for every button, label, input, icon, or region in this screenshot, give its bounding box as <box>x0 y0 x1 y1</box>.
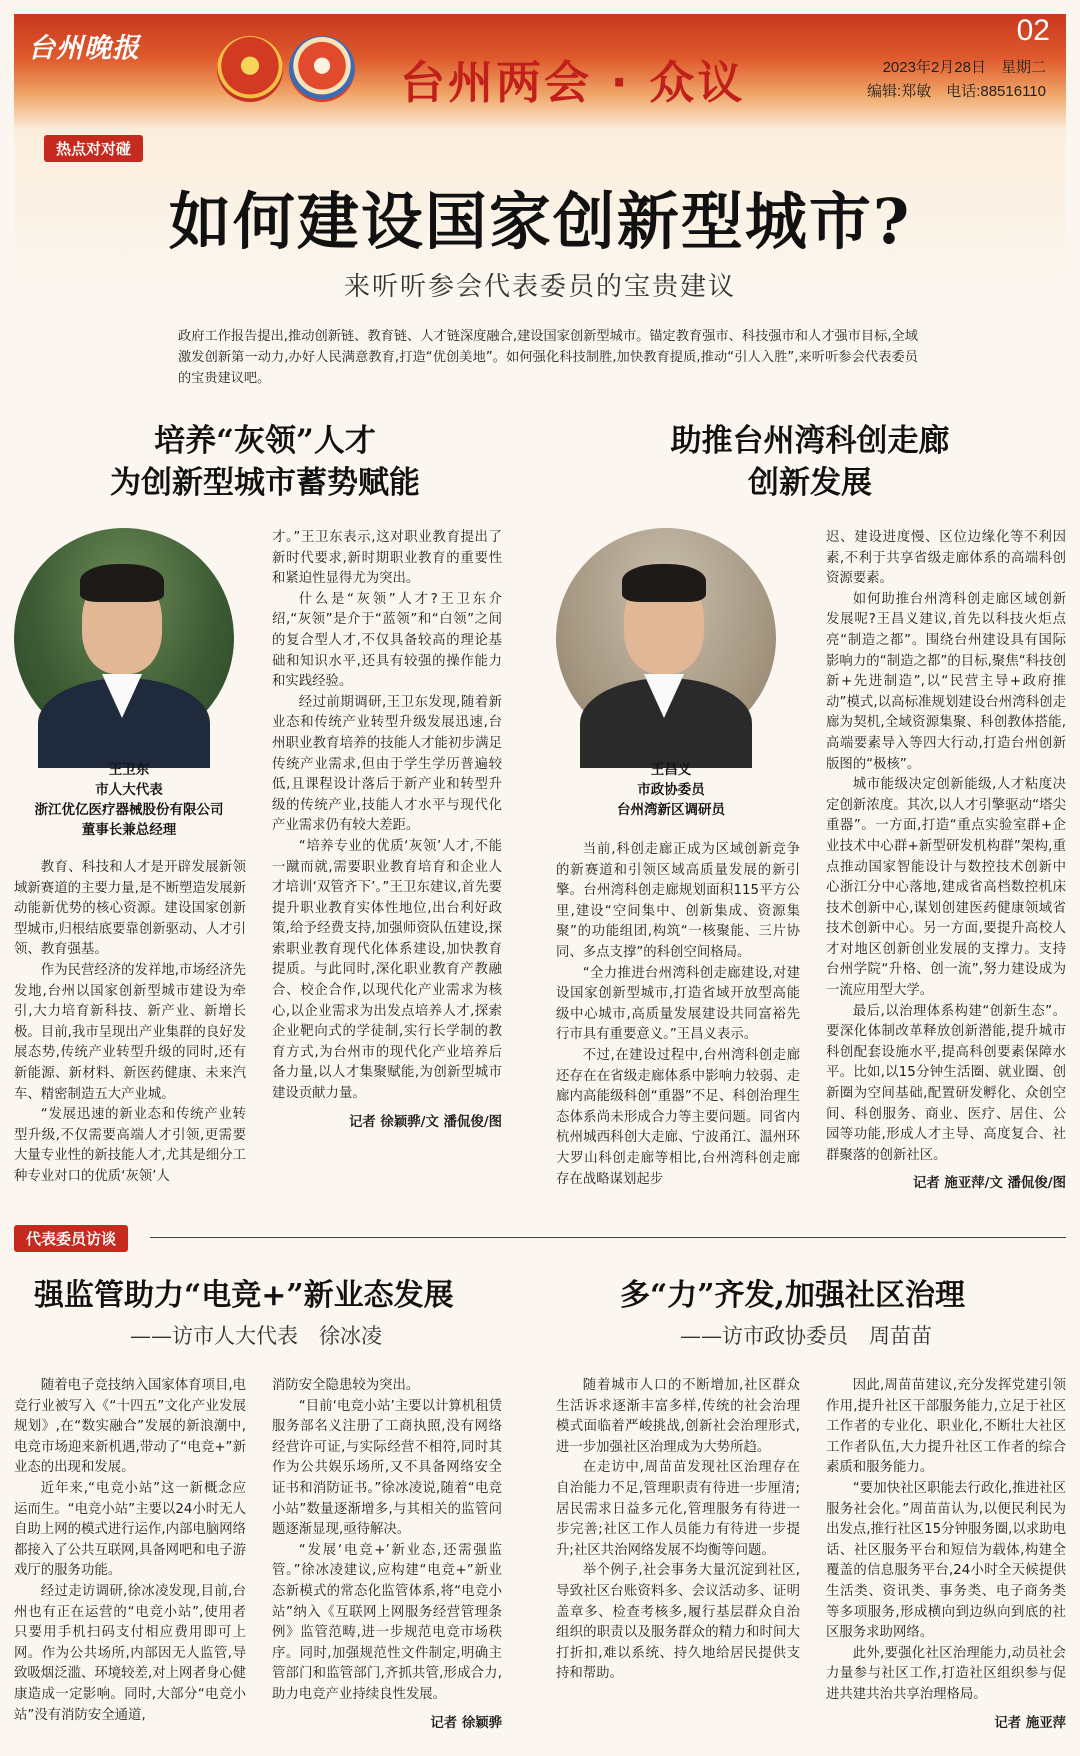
portrait-hair <box>622 564 706 602</box>
paragraph: 举个例子,社会事务大量沉淀到社区,导致社区台账资料多、会议活动多、证明盖章多、检查考核多,履行基层群众自治组织的职责以及服务群众的精力和时间大打折扣,难以系统、持久地给居民提供支持和帮助。 <box>556 1563 800 1682</box>
page-number: 02 <box>1016 14 1050 47</box>
paragraph: 因此,周苗苗建议,充分发挥党建引领作用,提升社区干部服务能力,立足于社区工作者的专业化、职业化,不断壮大社区工作者队伍,大力提升社区工作者的综合素质和服务能力。 <box>826 1378 1066 1476</box>
paragraph: “目前‘电竞小站’主要以计算机租赁服务部名义注册了工商执照,没有网络经营许可证,与实际经营不相符,同时其作为公共娱乐场所,又不具备网络安全证书和消防证书。”徐冰凌说,随着“电竞小站”数量逐渐增多,与其相关的监管问题逐渐显现,亟待解决。 <box>272 1398 502 1538</box>
paragraph: 随着城市人口的不断增加,社区群众生活诉求逐渐丰富多样,传统的社会治理模式面临着严峻挑战,创新社会治理形式,进一步加强社区治理成为大势所趋。 <box>556 1378 800 1455</box>
headline-line: 为创新型城市蓄势赋能 <box>110 465 420 501</box>
interview-left-column-1 <box>14 1376 246 1752</box>
paragraph: 当前,科创走廊正成为区域创新竞争的新赛道和引领区域高质量发展的新引擎。台州湾科创走廊规划面积115平方公里,建设“空间集中、创新集成、资源集聚”的功能组团,构筑“一核聚能、三片协同、多点支撑”的科创空间格局。 <box>556 842 800 960</box>
interview-tag: 代表委员访谈 <box>14 1225 128 1252</box>
interview-left-column-2 <box>272 1376 502 1752</box>
issue-date: 2023年2月28日 星期二 <box>882 59 1046 76</box>
person-name: 王卫东 <box>108 762 150 778</box>
article-left-column-2 <box>272 528 502 1150</box>
page-subtitle: 来听听参会代表委员的宝贵建议 <box>343 272 736 302</box>
paper-logo: 台州晚报 <box>28 33 140 64</box>
interview-right-title: 多“力”齐发,加强社区治理 <box>620 1278 965 1313</box>
person-role: 市人大代表 <box>95 782 163 798</box>
person-title: 董事长兼总经理 <box>81 822 177 838</box>
paragraph: 作为民营经济的发祥地,市场经济先发地,台州以国家创新型城市建设为牵引,大力培育新科技、新产业、新增长极。目前,我市呈现出产业集群的良好发展态势,传统产业转型升级的同时,还有新能源、新材料、新医药健康、未来汽车、精密制造五大产业城。 <box>14 962 246 1102</box>
article-right-column-2 <box>826 528 1066 1192</box>
section-divider <box>150 1237 1066 1238</box>
paragraph: 迟、建设进度慢、区位边缘化等不利因素,不利于共享省级走廊体系的高端科创资源要素。 <box>826 530 1066 587</box>
paragraph: 如何助推台州湾科创走廊区域创新发展呢?王昌义建议,首先以科技火炬点亮“制造之都”。围绕台州建设具有国际影响力的“制造之都”的目标,聚焦“科技创新+先进制造”,以“民营主导+政府推动”模式,以高标准规划建设台州湾科创走廊为契机,全域资源集聚、科创教体搭能,高端要素导入等四大行动,打造台州创新版图的“极核”。 <box>826 591 1066 772</box>
intro-paragraph: 政府工作报告提出,推动创新链、教育链、人才链深度融合,建设国家创新型城市。锚定教育强市、科技强市和人才强市目标,全域激发创新第一动力,办好人民满意教育,打造“优创美地”。如何强化科技制胜,加快教育提质,推动“引人入胜”,来听听参会代表委员的宝贵建议吧。 <box>178 329 918 386</box>
paragraph: “发展迅速的新业态和传统产业转型升级,不仅需要高端人才引领,更需要大量专业性的新技能人才,尤其是细分工种专业对口的优质‘灰领’人 <box>14 1107 246 1184</box>
page-title: 如何建设国家创新型城市? <box>168 185 912 258</box>
paragraph: 此外,要强化社区治理能力,动员社会力量参与社区工作,打造社区组织参与促进共建共治共享治理格局。 <box>826 1645 1066 1702</box>
paragraph: 消防安全隐患较为突出。 <box>272 1378 420 1393</box>
paragraph: 近年来,“电竞小站”这一新概念应运而生。“电竞小站”主要以24小时无人自助上网的模式进行运作,内部电脑网络都接入了公共互联网,具备网吧和电子游戏厅的服务功能。 <box>14 1480 246 1579</box>
portrait-wang-changyi <box>556 528 776 748</box>
paragraph: 经过走访调研,徐冰凌发现,目前,台州也有正在运营的“电竞小站”,使用者只要用手机扫码支付相应费用即可上网。作为公共场所,内部因无人监管,导致吸烟泛滥、环境较差,对上网者身心健康造成一定影响。同时,大部分“电竞小站”没有消防安全通道, <box>14 1583 246 1723</box>
byline: 记者 施亚萍 <box>994 1715 1066 1731</box>
paragraph: 才。”王卫东表示,这对职业教育提出了新时代要求,新时期职业教育的重要性和紧迫性显得尤为突出。 <box>272 530 502 587</box>
paragraph: “培养专业的优质‘灰领’人才,不能一蹴而就,需要职业教育培育和企业人才培训‘双管齐下’。”王卫东建议,首先要提升职业教育实体性地位,出台利好政策,给予经费支持,加强师资队伍建设,探索职业教育现代化体系建设,加快教育提质。与此同时,深化职业教育产教融合、校企合作,以现代化产业需求为核心,以企业需求为出发点培养人才,探索企业靶向式的学徒制,实行长学制的教育方式,为台州市的现代化产业培养后备力量,以人才集聚赋能,为创新型城市建设贡献力量。 <box>272 838 502 1102</box>
interview-right-column-1 <box>556 1376 800 1752</box>
paragraph: 在走访中,周苗苗发现社区治理存在自治能力不足,管理职责有待进一步厘清;居民需求日益多元化,管理服务有待进一步完善;社区工作人员能力有待进一步提升;社区共治网络发展不均衡等问题。 <box>556 1460 800 1558</box>
paragraph: 不过,在建设过程中,台州湾科创走廊还存在在省级走廊体系中影响力较弱、走廊内高能级科创“重器”不足、科创治理生态体系尚未形成合力等主要问题。同省内杭州城西科创大走廊、宁波甬江、温州环大罗山科创走廊等相比,台州湾科创走廊存在战略谋划起步 <box>556 1047 800 1187</box>
paragraph: 随着电子竞技纳入国家体育项目,电竞行业被写入《“十四五”文化产业发展规划》,在“数实融合”发展的新浪潮中,电竞市场迎来新机遇,带动了“电竞+”新业态的出现和发展。 <box>14 1378 246 1476</box>
portrait-caption-left <box>14 760 244 840</box>
person-name: 王昌义 <box>650 762 692 778</box>
paragraph: “全力推进台州湾科创走廊建设,对建设国家创新型城市,打造省域开放型高能级中心城市,高质量发展建设共同富裕先行市具有重要意义。”王昌义表示。 <box>556 965 800 1043</box>
paragraph: “发展‘电竞+’新业态,还需强监管。”徐冰凌建议,应构建“电竞+”新业态新模式的常态化监管体系,将“电竞小站”纳入《互联网上网服务经营管理条例》监管范畴,进一步规范电竞市场秩序。同时,加强规范性文件制定,明确主管部门和监管部门,齐抓共管,形成合力,助力电竞产业持续良性发展。 <box>272 1542 502 1702</box>
interview-right-column-2 <box>826 1376 1066 1752</box>
byline: 记者 徐颖骅 <box>430 1715 502 1731</box>
section-title: 台州两会 · 众议 <box>400 56 746 109</box>
interview-left-subtitle: ——访市人大代表 徐冰凌 <box>130 1324 382 1348</box>
interview-right-subtitle: ——访市政协委员 周苗苗 <box>680 1324 932 1348</box>
byline: 记者 施亚萍/文 潘侃俊/图 <box>912 1176 1066 1192</box>
person-org: 台州湾新区调研员 <box>617 802 725 818</box>
paragraph: 经过前期调研,王卫东发现,随着新业态和传统产业转型升级发展迅速,台州职业教育培养的技能人才能初步满足传统产业需求,但由于学生学历普遍较低,且课程设计落后于新产业和转型升级的传统产业,技能人才水平与现代化产业需求仍有较大差距。 <box>272 694 502 834</box>
portrait-caption-right <box>556 760 786 820</box>
editor-contact: 编辑:郑敏 电话:88516110 <box>867 83 1046 100</box>
paragraph: 什么是“灰领”人才?王卫东介绍,“灰领”是介于“蓝领”和“白领”之间的复合型人才,不仅具备较高的理论基础和知识水平,还具有较强的操作能力和实践经验。 <box>272 591 502 690</box>
paragraph: 最后,以治理体系构建“创新生态”。要深化体制改革释放创新潜能,提升城市科创配套设施水平,提高科创要素保障水平。比如,以15分钟生活圈、就业圈、创新圈为空间基础,配置研发孵化、众创空间、科创服务、商业、医疗、居住、公园等功能,形成人才主导、高度复合、社群聚落的创新社区。 <box>826 1003 1066 1163</box>
paragraph: “要加快社区职能去行政化,推进社区服务社会化。”周苗苗认为,以便民利民为出发点,推行社区15分钟服务圈,以求助电话、社区服务平台和短信为载体,构建全覆盖的信息服务平台,24小时全天候提供生活类、资讯类、事务类、电子商务类等多项服务,形成横向到边纵向到底的社区服务求助网络。 <box>826 1480 1066 1641</box>
feature-tag: 热点对对碰 <box>44 135 143 162</box>
portrait-hair <box>80 564 164 602</box>
article-left-headline <box>60 420 470 504</box>
headline-line: 助推台州湾科创走廊 <box>670 423 950 459</box>
person-org: 浙江优亿医疗器械股份有限公司 <box>34 802 224 818</box>
article-left-column-1 <box>14 858 246 1184</box>
article-right-column-1 <box>556 840 800 1187</box>
interview-left-title: 强监管助力“电竞+”新业态发展 <box>34 1278 454 1313</box>
paragraph: 教育、科技和人才是开辟发展新领域新赛道的主要力量,是不断塑造发展新动能新优势的核心资源。建设国家创新型城市,归根结底要靠创新驱动、人才引领、教育强基。 <box>14 860 246 958</box>
portrait-wang-weidong <box>14 528 234 748</box>
paragraph: 城市能级决定创新能级,人才粘度决定创新浓度。其次,以人才引擎驱动“塔尖重器”。一方面,打造“重点实验室群+企业技术中心群+新型研发机构群”架构,重点推动国家智能设计与数控技术创新中心浙江分中心落地,建成省高档数控机床技术创新中心,谋划创建医药健康领域省技术创新中心。另一方面,要提升高校人才对地区创新创业发展的支撑力。支持台州学院“升格、创一流”,努力建设成为一流应用型大学。 <box>826 777 1066 999</box>
headline-line: 培养“灰领”人才 <box>154 423 376 459</box>
headline-line: 创新发展 <box>748 465 872 501</box>
national-emblem-icon <box>217 36 283 102</box>
cppcc-emblem-icon <box>289 36 355 102</box>
person-role: 市政协委员 <box>637 782 705 798</box>
article-right-headline <box>600 420 1020 504</box>
byline: 记者 徐颖骅/文 潘侃俊/图 <box>348 1114 502 1130</box>
